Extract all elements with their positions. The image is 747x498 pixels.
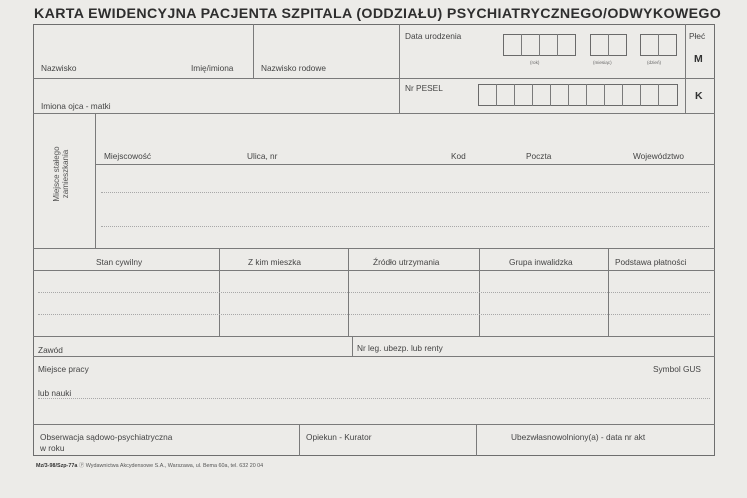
rule: [33, 270, 715, 271]
rule: [476, 424, 477, 456]
postal-code-label: Kod: [451, 151, 466, 161]
box-divider: [521, 34, 522, 56]
dotted-line: [38, 292, 710, 293]
footer: [36, 461, 263, 469]
rule: [95, 164, 715, 165]
copyright-icon: Ⓟ: [78, 463, 85, 469]
publisher-text: Wydawnictwa Akcydensowe S.A., Warszawa, ul. Bema 60a, tel. 632 20 04: [85, 463, 264, 469]
sex-female-option[interactable]: K: [695, 90, 703, 102]
form-code: Mz/3-98/Szp-77a: [36, 463, 78, 469]
post-office-label: Poczta: [526, 151, 552, 161]
box-divider: [586, 84, 587, 106]
forensic-observation-label: Obserwacja sądowo-psychiatryczna: [40, 432, 173, 442]
payment-basis-label: Podstawa płatności: [615, 257, 687, 267]
school-label: lub nauki: [38, 388, 72, 398]
rule: [352, 336, 353, 356]
year-hint: (rok): [530, 60, 540, 65]
dotted-line: [38, 314, 710, 315]
lives-with-label: Z kim mieszka: [248, 257, 302, 267]
incapacitation-label: Ubezwłasnowolniony(a) - data nr akt: [511, 432, 646, 442]
box-divider: [658, 84, 659, 106]
box-divider: [539, 34, 540, 56]
rule: [95, 113, 96, 248]
box-divider: [532, 84, 533, 106]
form-title: KARTA EWIDENCYJNA PACJENTA SZPITALA (ODDZIAŁU) PSYCHIATRYCZNEGO/ODWYKOWEGO: [34, 6, 722, 22]
rule: [33, 336, 715, 337]
box-divider: [568, 84, 569, 106]
parents-names-label: Imiona ojca - matki: [41, 101, 111, 111]
box-divider: [622, 84, 623, 106]
voivodeship-label: Województwo: [633, 151, 685, 161]
street-label: Ulica, nr: [247, 151, 278, 161]
box-divider: [550, 84, 551, 106]
occupation-label: Zawód: [38, 345, 63, 355]
disability-group-label: Grupa inwalidzka: [509, 257, 573, 267]
month-hint: (miesiąc): [593, 60, 612, 65]
sex-male-option[interactable]: M: [694, 53, 703, 65]
rule: [33, 78, 715, 79]
marital-status-label: Stan cywilny: [96, 257, 143, 267]
dotted-line: [101, 192, 709, 193]
workplace-label: Miejsce pracy: [38, 364, 89, 374]
income-source-label: Źródło utrzymania: [373, 257, 440, 267]
rule: [33, 113, 715, 114]
rule: [33, 424, 715, 425]
gus-symbol-label: Symbol GUS: [653, 364, 701, 374]
rule: [33, 248, 715, 249]
rule: [253, 24, 254, 78]
rule: [299, 424, 300, 456]
forensic-observation-year-label: w roku: [40, 443, 65, 453]
rule: [33, 356, 715, 357]
birth-date-label: Data urodzenia: [405, 31, 462, 41]
first-name-label: Imię/imiona: [191, 63, 234, 73]
box-divider: [496, 84, 497, 106]
surname-label: Nazwisko: [41, 63, 77, 73]
day-hint: (dzień): [647, 60, 662, 65]
insurance-number-label: Nr leg. ubezp. lub renty: [357, 343, 443, 353]
box-divider: [640, 84, 641, 106]
pesel-box[interactable]: [478, 84, 678, 106]
guardian-label: Opiekun - Kurator: [306, 432, 372, 442]
residence-side-label: Miejsce stałego zamieszkania: [52, 146, 71, 202]
box-divider: [514, 84, 515, 106]
city-label: Miejscowość: [104, 151, 152, 161]
box-divider: [608, 34, 609, 56]
sex-label: Płeć: [689, 31, 706, 41]
maiden-name-label: Nazwisko rodowe: [261, 63, 327, 73]
rule: [399, 24, 400, 113]
rule: [685, 24, 686, 113]
box-divider: [604, 84, 605, 106]
box-divider: [557, 34, 558, 56]
dotted-line: [101, 226, 709, 227]
dotted-line: [38, 398, 710, 399]
pesel-label: Nr PESEL: [405, 83, 443, 93]
box-divider: [658, 34, 659, 56]
